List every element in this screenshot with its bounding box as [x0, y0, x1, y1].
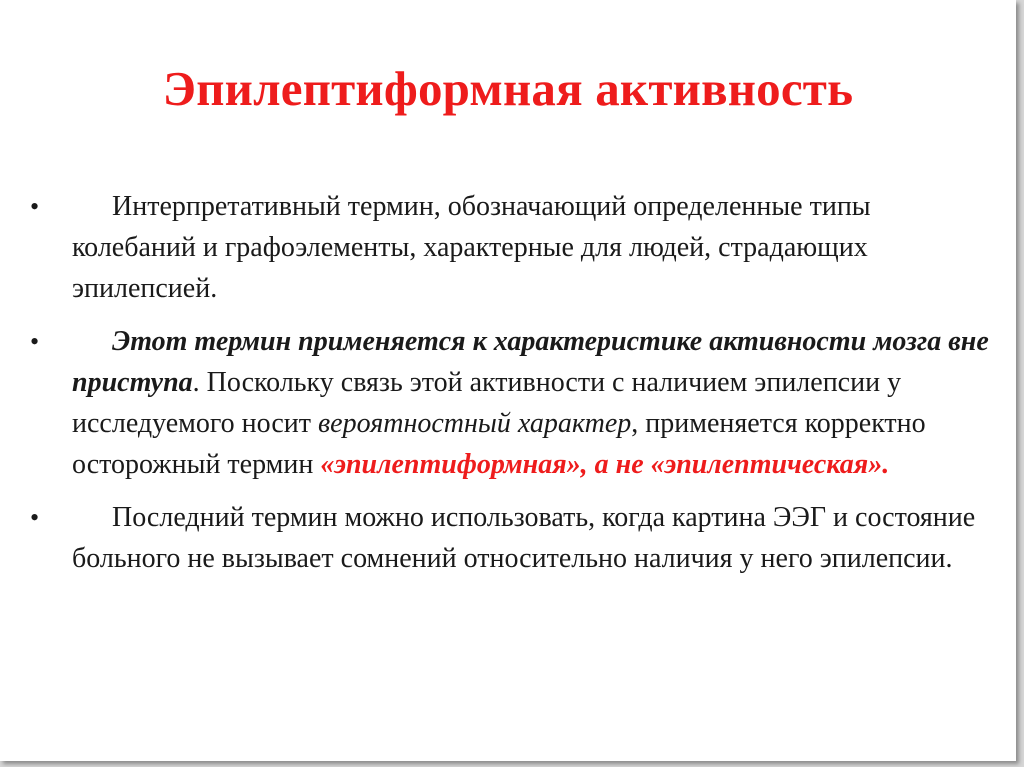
bullet-item-usage — [30, 321, 1000, 485]
bullet-marker: • — [30, 503, 40, 532]
bullet-list — [30, 186, 1000, 591]
slide-title: Эпилептиформная активность — [162, 61, 854, 116]
bullet-text: , применяется корректно осторожный термин — [72, 408, 926, 480]
bullet-italic: вероятностный характер — [318, 408, 632, 439]
bullet-marker: • — [30, 192, 40, 221]
bullet-text: . Поскольку связь этой активности с наличием эпилепсии у исследуемого носит — [72, 367, 902, 439]
bullet-item-note — [30, 497, 1000, 579]
bullet-marker: • — [30, 327, 40, 356]
bullet-red-emphasis: «эпилептиформная», а не «эпилептическая». — [320, 449, 890, 480]
bullet-text: Последний термин можно использовать, когда картина ЭЭГ и состояние больного не вызывает сомнений относительно наличия у него эпилепсии. — [72, 502, 976, 574]
bullet-text: Интерпретативный термин, обозначающий определенные типы колебаний и графоэлементы, характерные для людей, страдающих эпилепсией. — [72, 191, 871, 304]
bullet-item-definition — [30, 186, 1000, 309]
bullet-emphasis: Этот термин применяется к характеристике активности мозга вне приступа — [72, 326, 989, 398]
